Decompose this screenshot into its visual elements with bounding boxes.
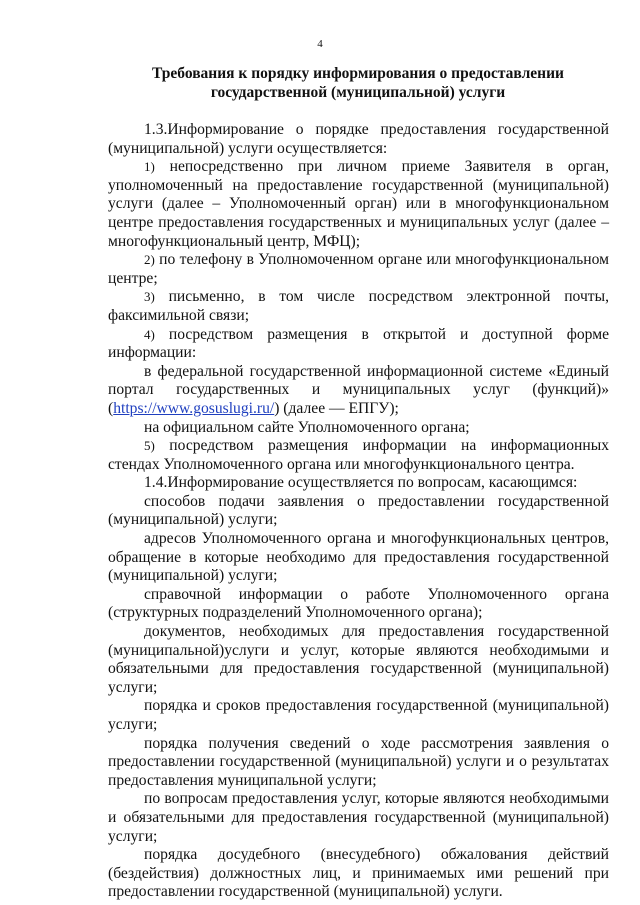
paragraph-text: в федеральной государственной информационной системе «Единый портал государственных и муниципальных услуг (функций)» ( xyxy=(108,362,609,417)
paragraph-text: письменно, в том числе посредством электронной почты, факсимильной связи; xyxy=(108,288,609,324)
section-title xyxy=(108,64,608,102)
paragraph-topic: способов подачи заявления о предоставлении государственной (муниципальной) услуги; xyxy=(108,492,609,529)
paragraph-text: ) (далее — ЕПГУ); xyxy=(274,399,399,417)
gosuslugi-link[interactable]: https://www.gosuslugi.ru/ xyxy=(113,399,275,417)
paragraph-topic: по вопросам предоставления услуг, которые являются необходимыми и обязательными для предоставления государственной (муниципальной) услуги; xyxy=(108,790,609,845)
document-body xyxy=(108,121,609,902)
list-number: 1) xyxy=(144,159,155,175)
paragraph-item-1 xyxy=(108,158,609,251)
paragraph-item-3 xyxy=(108,288,609,325)
paragraph-topic: адресов Уполномоченного органа и многофункциональных центров, обращение в которые необходимо для предоставления государственной (муниципальной) услуги; xyxy=(108,530,609,585)
paragraph-topic: порядка получения сведений о ходе рассмотрения заявления о предоставлении государственной (муниципальной) услуги и о результатах предоставления муниципальной услуги; xyxy=(108,734,609,789)
paragraph-topic: документов, необходимых для предоставления государственной (муниципальной)услуги и услуг, которые являются необходимыми и обязательными для предоставления государственной (муниципальной) услуги; xyxy=(108,623,609,696)
section-title-line-1: Требования к порядку информирования о предоставлении xyxy=(152,65,564,82)
list-number: 5) xyxy=(144,438,155,454)
paragraph-item-2 xyxy=(108,251,609,288)
paragraph-item-5 xyxy=(108,437,609,474)
paragraph-epgu xyxy=(108,363,609,419)
paragraph-topic: порядка и сроков предоставления государственной (муниципальной) услуги; xyxy=(108,697,609,733)
paragraph-text: непосредственно при личном приеме Заявителя в орган, уполномоченный на предоставление государственной (муниципальной) услуги (далее – Уполномоченный орган) или в многофункциональном центре предоставления государственных и муниципальных услуг (далее – многофункциональный центр, МФЦ); xyxy=(108,158,609,250)
paragraph-text: посредством размещения в открытой и доступной форме информации: xyxy=(108,325,609,362)
paragraph-1-3: 1.3.Информирование о порядке предоставления государственной (муниципальной) услуги осуществляется: xyxy=(108,121,609,157)
list-number: 3) xyxy=(144,289,155,305)
page-number: 4 xyxy=(317,38,323,50)
paragraph-item-4 xyxy=(108,326,609,363)
list-number: 4) xyxy=(144,326,155,342)
paragraph-topic: порядка досудебного (внесудебного) обжалования действий (бездействия) должностных лиц, и принимаемых ими решений при предоставлении государственной (муниципальной) услуги. xyxy=(108,846,609,901)
paragraph-official-site: на официальном сайте Уполномоченного органа; xyxy=(144,418,470,436)
list-number: 2) xyxy=(144,252,155,268)
section-title-line-2: государственной (муниципальной) услуги xyxy=(210,84,506,101)
paragraph-topic: справочной информации о работе Уполномоченного органа (структурных подразделений Уполномоченного органа); xyxy=(108,585,609,622)
paragraph-text: по телефону в Уполномоченном органе или многофункциональном центре; xyxy=(108,251,609,287)
paragraph-text: посредством размещения информации на информационных стендах Уполномоченного органа или многофункционального центра. xyxy=(108,437,609,473)
paragraph-1-4: 1.4.Информирование осуществляется по вопросам, касающимся: xyxy=(144,474,578,492)
